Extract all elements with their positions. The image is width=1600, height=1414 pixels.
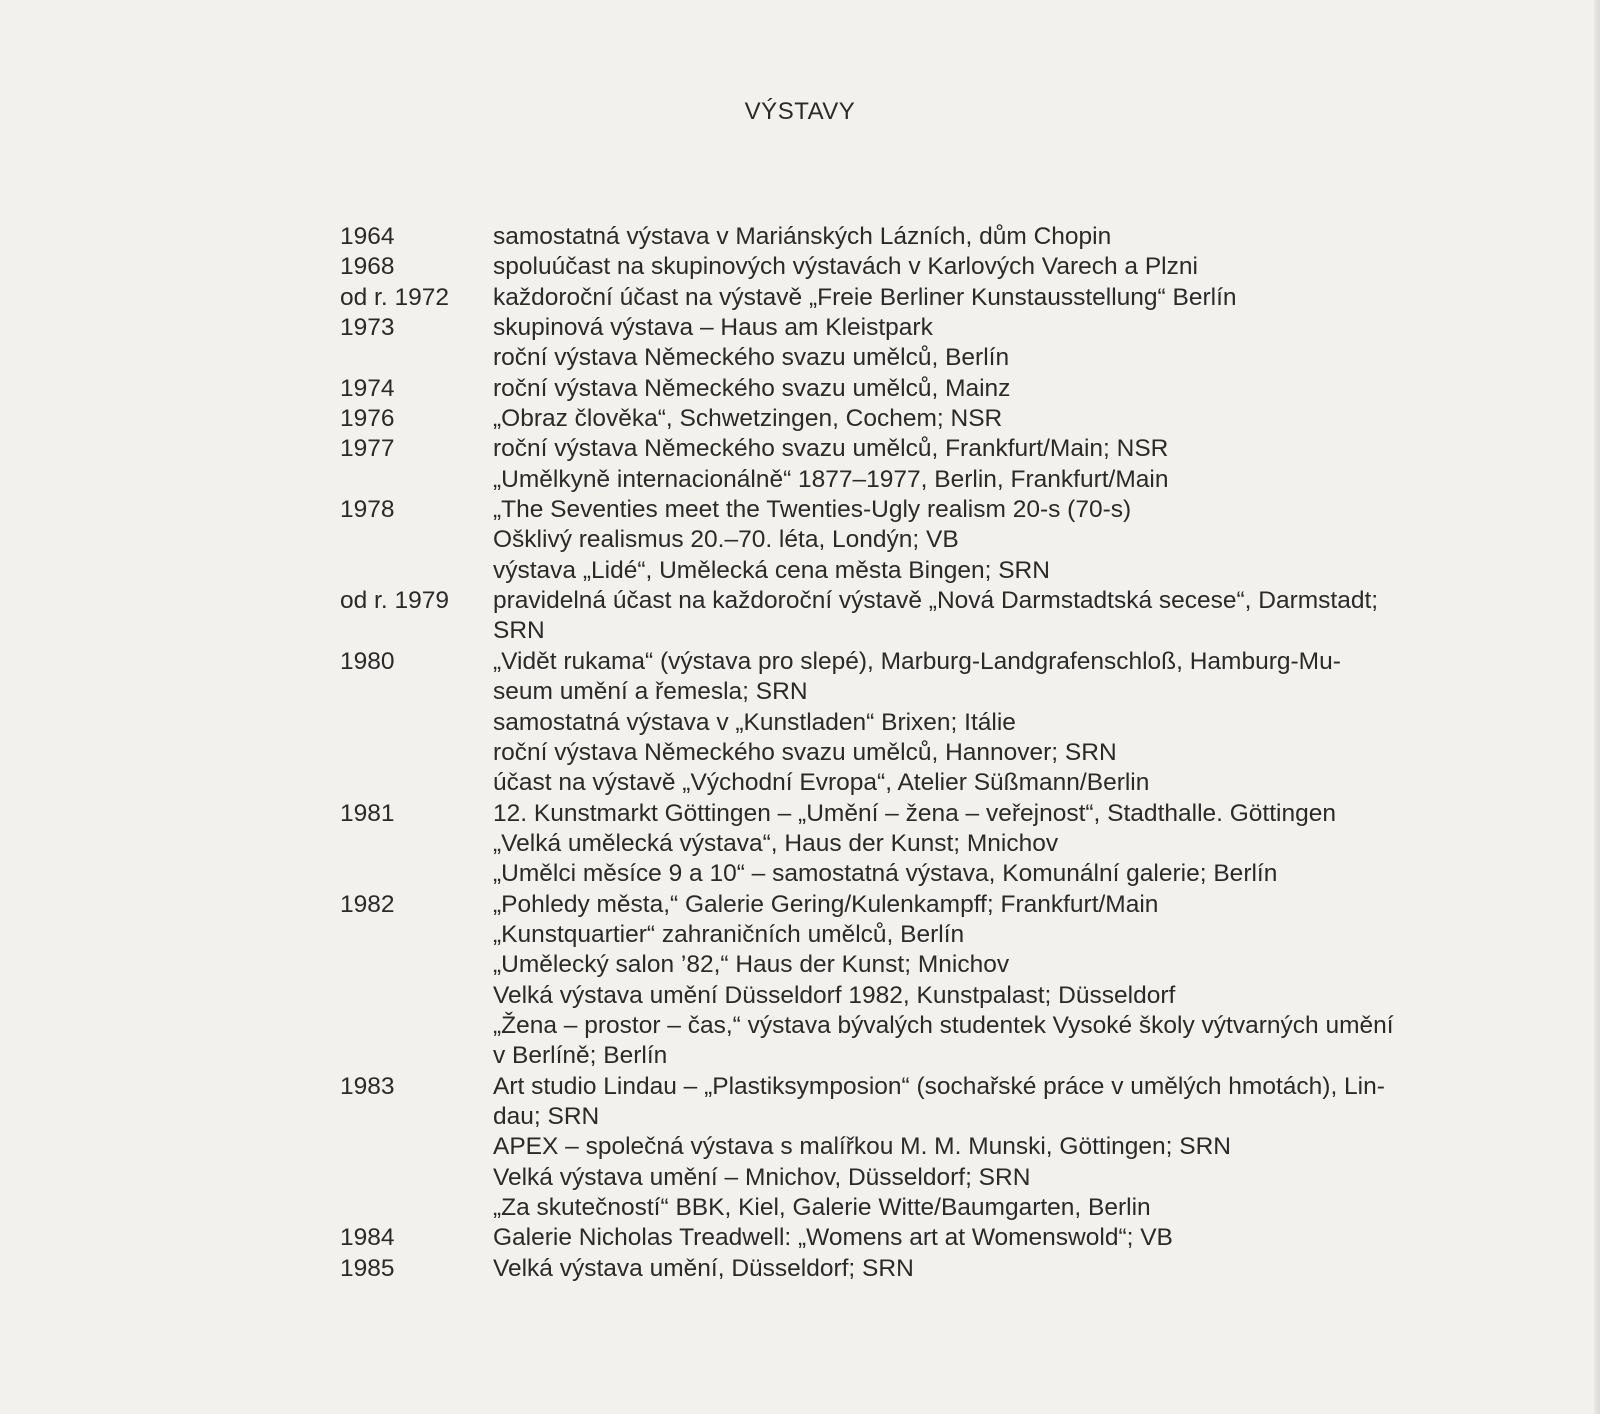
exhibition-row <box>340 222 1520 252</box>
exhibition-row <box>340 1102 1520 1132</box>
exhibition-row <box>340 252 1520 282</box>
exhibition-text: „Kunstquartier“ zahraničních umělců, Berlín <box>493 920 965 948</box>
exhibition-text: samostatná výstava v Mariánských Lázních, dům Chopin <box>493 223 1112 250</box>
exhibition-text: Art studio Lindau – „Plastiksymposion“ (sochařské práce v umělých hmotách), Lin- <box>493 1072 1385 1100</box>
exhibition-row <box>340 374 1520 404</box>
exhibition-year <box>340 950 493 980</box>
exhibition-year: od r. 1972 <box>340 283 449 311</box>
exhibition-row <box>340 495 1520 525</box>
exhibition-year: 1981 <box>340 799 395 827</box>
exhibition-text: „Umělkyně internacionálně“ 1877–1977, Berlin, Frankfurt/Main <box>493 465 1169 493</box>
exhibition-year <box>340 1041 493 1071</box>
page-edge <box>1594 0 1600 1414</box>
exhibition-text: v Berlíně; Berlín <box>493 1042 668 1070</box>
exhibition-year <box>340 920 493 950</box>
exhibition-text: výstava „Lidé“, Umělecká cena města Bingen; SRN <box>493 556 1050 584</box>
exhibition-row <box>340 1132 1520 1162</box>
exhibition-year <box>340 1193 493 1223</box>
exhibition-text: roční výstava Německého svazu umělců, Frankfurt/Main; NSR <box>493 435 1169 463</box>
page-title: VÝSTAVY <box>744 98 856 125</box>
exhibition-row <box>340 677 1520 707</box>
exhibition-row <box>340 434 1520 464</box>
exhibition-row <box>340 1193 1520 1223</box>
exhibition-row <box>340 981 1520 1011</box>
exhibition-text: spoluúčast na skupinových výstavách v Karlových Varech a Plzni <box>493 253 1198 281</box>
exhibition-text: pravidelná účast na každoroční výstavě „Nová Darmstadtská secese“, Darmstadt; <box>493 587 1379 615</box>
exhibition-year: 1980 <box>340 647 395 675</box>
exhibition-row <box>340 404 1520 434</box>
exhibition-text: „Umělecký salon ’82,“ Haus der Kunst; Mnichov <box>493 951 1010 979</box>
exhibition-row <box>340 799 1520 829</box>
exhibition-text: seum umění a řemesla; SRN <box>493 678 808 706</box>
exhibition-row <box>340 768 1520 798</box>
exhibition-row <box>340 920 1520 950</box>
exhibition-row <box>340 586 1520 616</box>
exhibition-year <box>340 768 493 798</box>
exhibition-year: 1968 <box>340 253 395 281</box>
exhibition-year <box>340 677 493 707</box>
exhibition-year <box>340 616 493 646</box>
exhibition-year <box>340 1163 493 1193</box>
exhibition-year: 1985 <box>340 1254 395 1282</box>
exhibition-text: APEX – společná výstava s malířkou M. M. Munski, Göttingen; SRN <box>493 1133 1232 1161</box>
exhibition-year: 1982 <box>340 890 395 918</box>
exhibition-row <box>340 313 1520 343</box>
exhibition-text: SRN <box>493 617 545 645</box>
exhibition-text: „Vidět rukama“ (výstava pro slepé), Marburg-Landgrafenschloß, Hamburg-Mu- <box>493 647 1341 675</box>
exhibition-list <box>340 222 1520 1284</box>
exhibition-text: „The Seventies meet the Twenties-Ugly realism 20-s (70-s) <box>493 496 1132 524</box>
exhibition-year: od r. 1979 <box>340 587 449 615</box>
exhibition-row <box>340 525 1520 555</box>
exhibition-year <box>340 1011 493 1041</box>
exhibition-year <box>340 981 493 1011</box>
exhibition-row <box>340 708 1520 738</box>
exhibition-text: roční výstava Německého svazu umělců, Berlín <box>493 344 1010 372</box>
exhibition-text: „Pohledy města,“ Galerie Gering/Kulenkampff; Frankfurt/Main <box>493 890 1159 918</box>
exhibition-row <box>340 1223 1520 1253</box>
exhibition-text: Galerie Nicholas Treadwell: „Womens art at Womenswold“; VB <box>493 1224 1173 1252</box>
exhibition-text: skupinová výstava – Haus am Kleistpark <box>493 314 933 342</box>
exhibition-year <box>340 708 493 738</box>
exhibition-row <box>340 1163 1520 1193</box>
exhibition-year: 1976 <box>340 405 395 433</box>
exhibition-text: 12. Kunstmarkt Göttingen – „Umění – žena – veřejnost“, Stadthalle. Göttingen <box>493 799 1336 827</box>
exhibition-row <box>340 859 1520 889</box>
exhibition-text: „Žena – prostor – čas,“ výstava bývalých studentek Vysoké školy výtvarných umění <box>493 1011 1394 1039</box>
exhibition-row <box>340 343 1520 373</box>
exhibition-row <box>340 890 1520 920</box>
exhibition-text: Velká výstava umění, Düsseldorf; SRN <box>493 1254 914 1282</box>
exhibition-row <box>340 465 1520 495</box>
exhibition-row <box>340 1041 1520 1071</box>
exhibition-year: 1973 <box>340 314 395 342</box>
exhibition-year <box>340 343 493 373</box>
exhibition-text: „Velká umělecká výstava“, Haus der Kunst; Mnichov <box>493 829 1059 857</box>
exhibition-year <box>340 859 493 889</box>
exhibition-text: samostatná výstava v „Kunstladen“ Brixen; Itálie <box>493 708 1016 736</box>
exhibition-text: „Za skutečností“ BBK, Kiel, Galerie Witte/Baumgarten, Berlin <box>493 1194 1151 1221</box>
exhibition-row <box>340 829 1520 859</box>
exhibition-year <box>340 1102 493 1132</box>
exhibition-text: Ošklivý realismus 20.–70. léta, Londýn; VB <box>493 526 959 554</box>
exhibition-row <box>340 647 1520 677</box>
exhibition-year <box>340 1132 493 1162</box>
exhibition-year: 1978 <box>340 496 395 524</box>
exhibition-year: 1974 <box>340 374 395 402</box>
exhibition-year <box>340 556 493 586</box>
exhibition-text: Velká výstava umění Düsseldorf 1982, Kunstpalast; Düsseldorf <box>493 981 1176 1009</box>
exhibition-text: každoroční účast na výstavě „Freie Berliner Kunstausstellung“ Berlín <box>493 283 1237 311</box>
exhibition-row <box>340 1011 1520 1041</box>
exhibition-text: roční výstava Německého svazu umělců, Mainz <box>493 374 1011 402</box>
exhibition-year: 1984 <box>340 1224 395 1252</box>
exhibition-year <box>340 738 493 768</box>
exhibition-year <box>340 465 493 495</box>
exhibition-row <box>340 738 1520 768</box>
exhibition-text: roční výstava Německého svazu umělců, Hannover; SRN <box>493 738 1117 766</box>
exhibition-text: účast na výstavě „Východní Evropa“, Atelier Süßmann/Berlin <box>493 769 1150 797</box>
exhibition-year <box>340 829 493 859</box>
exhibition-year: 1977 <box>340 435 395 463</box>
exhibition-year: 1983 <box>340 1072 395 1100</box>
exhibition-year <box>340 525 493 555</box>
exhibition-text: Velká výstava umění – Mnichov, Düsseldorf; SRN <box>493 1163 1031 1191</box>
exhibition-row <box>340 1072 1520 1102</box>
exhibition-text: „Umělci měsíce 9 a 10“ – samostatná výstava, Komunální galerie; Berlín <box>493 860 1278 888</box>
exhibition-row <box>340 950 1520 980</box>
exhibition-row <box>340 1254 1520 1284</box>
exhibition-year: 1964 <box>340 223 395 250</box>
exhibition-row <box>340 556 1520 586</box>
exhibition-text: dau; SRN <box>493 1102 600 1130</box>
exhibition-row <box>340 616 1520 646</box>
exhibition-row <box>340 283 1520 313</box>
exhibition-text: „Obraz člověka“, Schwetzingen, Cochem; NSR <box>493 405 1003 433</box>
